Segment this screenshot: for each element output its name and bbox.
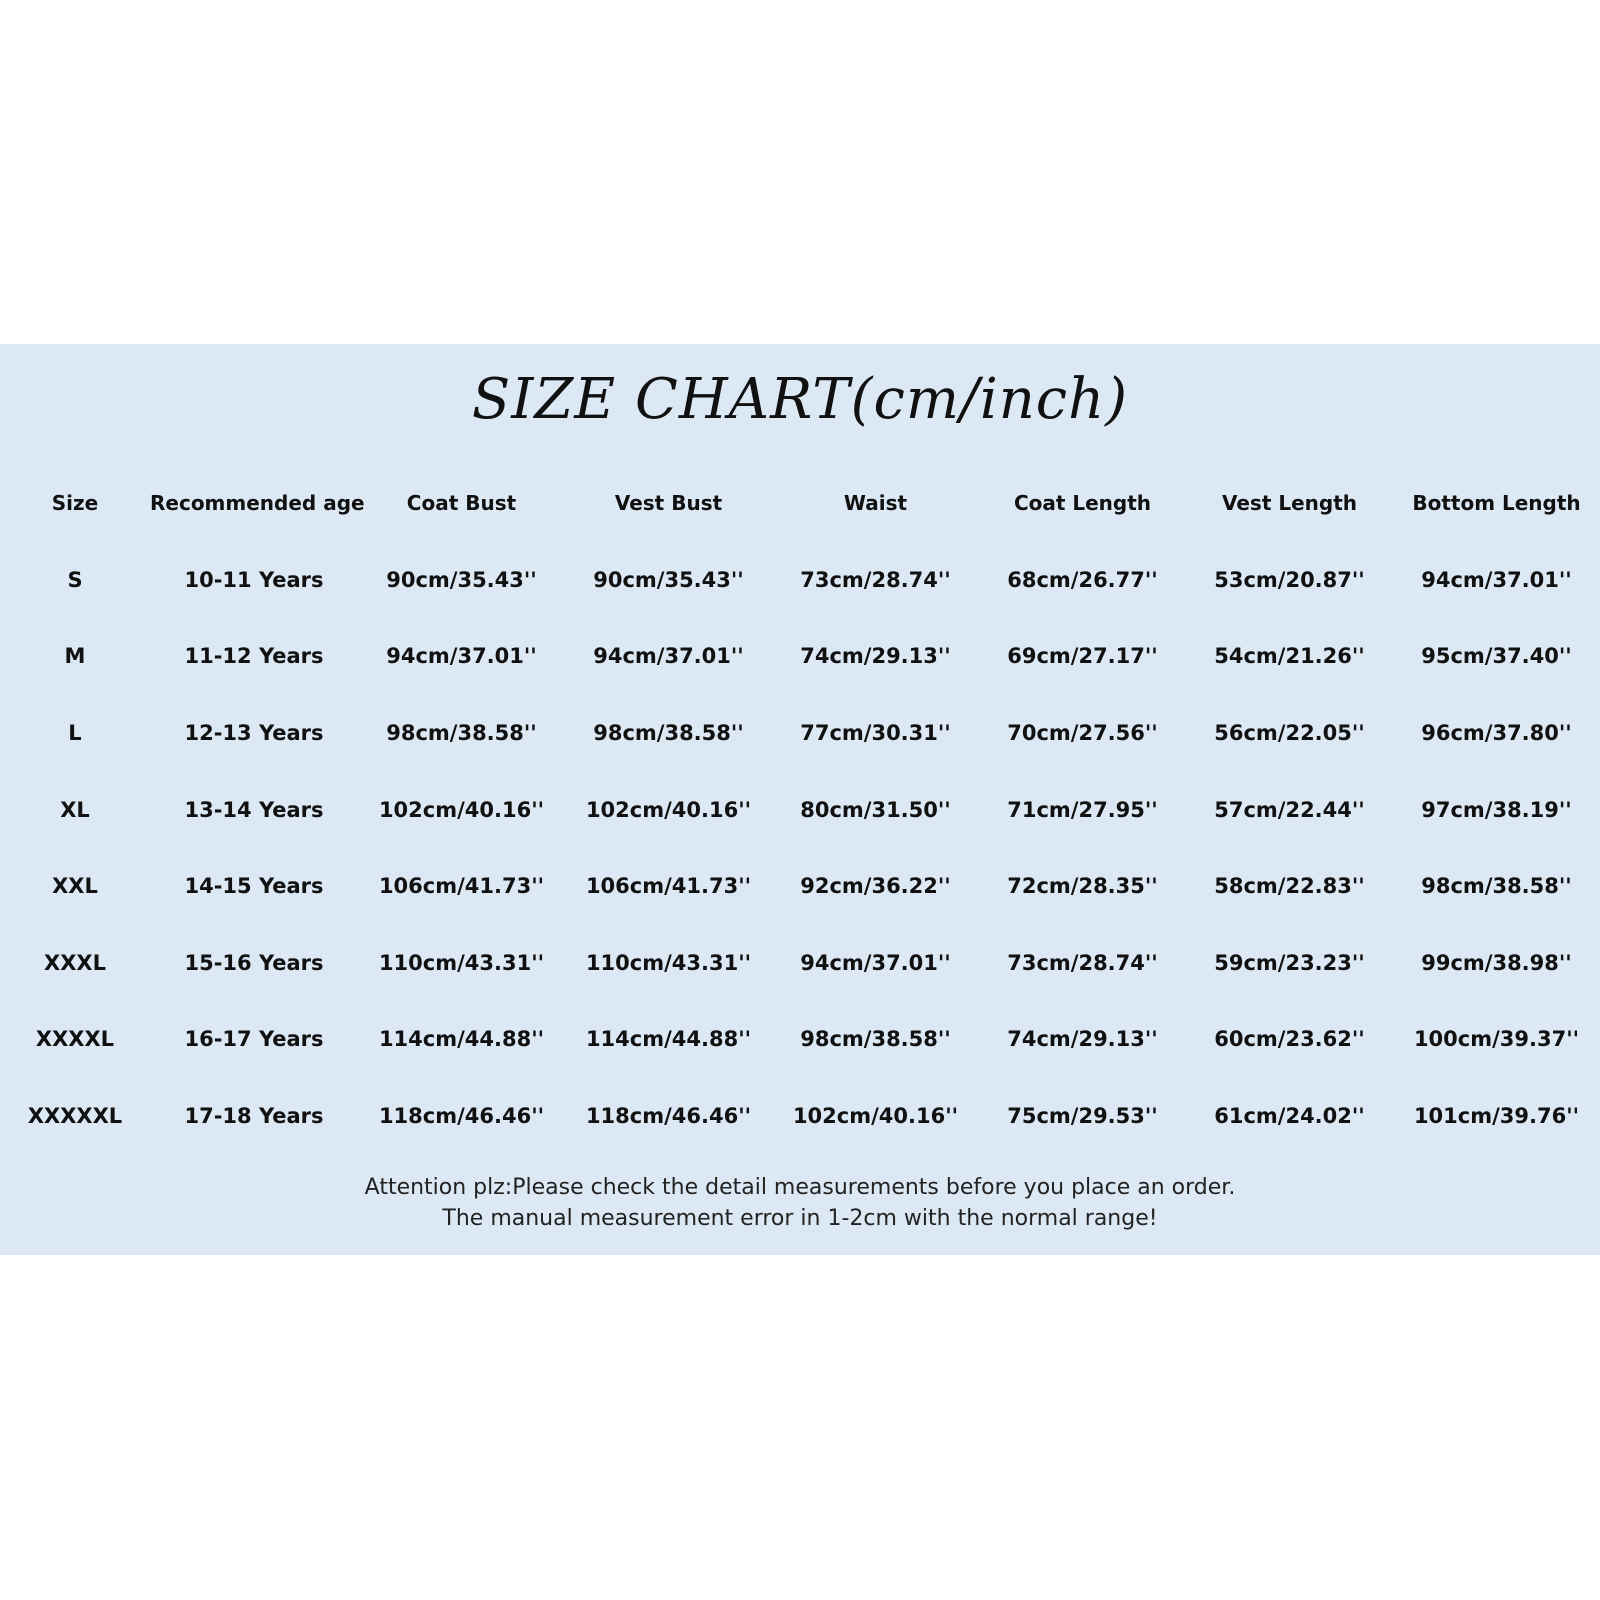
size-table — [0, 465, 1600, 1154]
cell-size: S — [67, 567, 83, 592]
cell-size: L — [68, 721, 82, 746]
cell-bottom-length: 98cm/38.58'' — [1421, 874, 1572, 899]
cell-size: XXXXL — [35, 1027, 115, 1052]
cell-vest-bust: 98cm/38.58'' — [593, 721, 744, 746]
cell-size: XXXL — [44, 950, 106, 975]
attention-note — [0, 1172, 1600, 1234]
cell-coat-bust: 94cm/37.01'' — [386, 644, 537, 669]
cell-size: M — [64, 644, 86, 669]
header-coat-length: Coat Length — [1013, 491, 1152, 516]
cell-recommended-age: 14-15 Years — [184, 874, 324, 899]
cell-vest-bust: 90cm/35.43'' — [593, 567, 744, 592]
cell-vest-length: 58cm/22.83'' — [1214, 874, 1365, 899]
header-vest-length: Vest Length — [1221, 491, 1358, 516]
cell-coat-length: 68cm/26.77'' — [1007, 567, 1158, 592]
cell-vest-bust: 114cm/44.88'' — [585, 1027, 752, 1052]
header-waist: Waist — [843, 491, 908, 516]
cell-vest-length: 54cm/21.26'' — [1214, 644, 1365, 669]
table-row — [0, 1078, 1600, 1155]
cell-bottom-length: 94cm/37.01'' — [1421, 567, 1572, 592]
cell-waist: 77cm/30.31'' — [800, 721, 951, 746]
cell-recommended-age: 10-11 Years — [184, 567, 324, 592]
cell-size: XL — [60, 797, 90, 822]
table-row — [0, 542, 1600, 619]
cell-recommended-age: 12-13 Years — [184, 721, 324, 746]
cell-coat-bust: 110cm/43.31'' — [378, 950, 545, 975]
cell-vest-bust: 106cm/41.73'' — [585, 874, 752, 899]
cell-coat-bust: 118cm/46.46'' — [378, 1104, 545, 1129]
cell-waist: 73cm/28.74'' — [800, 567, 951, 592]
size-chart-title: SIZE CHART(cm/inch) — [471, 367, 1129, 432]
cell-vest-bust: 110cm/43.31'' — [585, 950, 752, 975]
cell-recommended-age: 17-18 Years — [184, 1104, 324, 1129]
cell-vest-length: 60cm/23.62'' — [1214, 1027, 1365, 1052]
note-line-1: Attention plz:Please check the detail measurements before you place an order. — [364, 1175, 1236, 1200]
header-size: Size — [51, 491, 99, 516]
header-coat-bust: Coat Bust — [406, 491, 517, 516]
cell-coat-length: 70cm/27.56'' — [1007, 721, 1158, 746]
cell-bottom-length: 99cm/38.98'' — [1421, 950, 1572, 975]
table-body — [0, 542, 1600, 1155]
table-row — [0, 925, 1600, 1002]
cell-vest-length: 57cm/22.44'' — [1214, 797, 1365, 822]
cell-coat-length: 69cm/27.17'' — [1007, 644, 1158, 669]
cell-waist: 92cm/36.22'' — [800, 874, 951, 899]
cell-bottom-length: 101cm/39.76'' — [1413, 1104, 1580, 1129]
cell-recommended-age: 11-12 Years — [184, 644, 324, 669]
cell-bottom-length: 95cm/37.40'' — [1421, 644, 1572, 669]
table-row — [0, 618, 1600, 695]
cell-coat-length: 73cm/28.74'' — [1007, 950, 1158, 975]
header-bottom-length: Bottom Length — [1412, 491, 1581, 516]
cell-coat-bust: 102cm/40.16'' — [378, 797, 545, 822]
cell-coat-length: 74cm/29.13'' — [1007, 1027, 1158, 1052]
cell-vest-length: 61cm/24.02'' — [1214, 1104, 1365, 1129]
cell-coat-bust: 90cm/35.43'' — [386, 567, 537, 592]
cell-vest-length: 56cm/22.05'' — [1214, 721, 1365, 746]
cell-recommended-age: 16-17 Years — [184, 1027, 324, 1052]
cell-vest-length: 53cm/20.87'' — [1214, 567, 1365, 592]
cell-coat-length: 72cm/28.35'' — [1007, 874, 1158, 899]
header-vest-bust: Vest Bust — [614, 491, 723, 516]
cell-waist: 80cm/31.50'' — [800, 797, 951, 822]
cell-bottom-length: 100cm/39.37'' — [1413, 1027, 1580, 1052]
cell-coat-length: 71cm/27.95'' — [1007, 797, 1158, 822]
cell-waist: 98cm/38.58'' — [800, 1027, 951, 1052]
cell-coat-bust: 106cm/41.73'' — [378, 874, 545, 899]
cell-waist: 94cm/37.01'' — [800, 950, 951, 975]
header-recommended-age: Recommended age — [150, 491, 365, 516]
cell-recommended-age: 15-16 Years — [184, 950, 324, 975]
cell-vest-length: 59cm/23.23'' — [1214, 950, 1365, 975]
cell-bottom-length: 96cm/37.80'' — [1421, 721, 1572, 746]
cell-vest-bust: 118cm/46.46'' — [585, 1104, 752, 1129]
table-row — [0, 695, 1600, 772]
cell-recommended-age: 13-14 Years — [184, 797, 324, 822]
cell-coat-bust: 114cm/44.88'' — [378, 1027, 545, 1052]
table-row — [0, 848, 1600, 925]
table-row — [0, 771, 1600, 848]
table-row — [0, 1001, 1600, 1078]
cell-size: XXXXXL — [27, 1104, 123, 1129]
cell-vest-bust: 102cm/40.16'' — [585, 797, 752, 822]
cell-waist: 102cm/40.16'' — [792, 1104, 959, 1129]
cell-bottom-length: 97cm/38.19'' — [1421, 797, 1572, 822]
table-header-row — [0, 465, 1600, 542]
note-line-2: The manual measurement error in 1-2cm with the normal range! — [442, 1206, 1158, 1231]
cell-coat-length: 75cm/29.53'' — [1007, 1104, 1158, 1129]
cell-coat-bust: 98cm/38.58'' — [386, 721, 537, 746]
cell-waist: 74cm/29.13'' — [800, 644, 951, 669]
cell-size: XXL — [52, 874, 98, 899]
cell-vest-bust: 94cm/37.01'' — [593, 644, 744, 669]
